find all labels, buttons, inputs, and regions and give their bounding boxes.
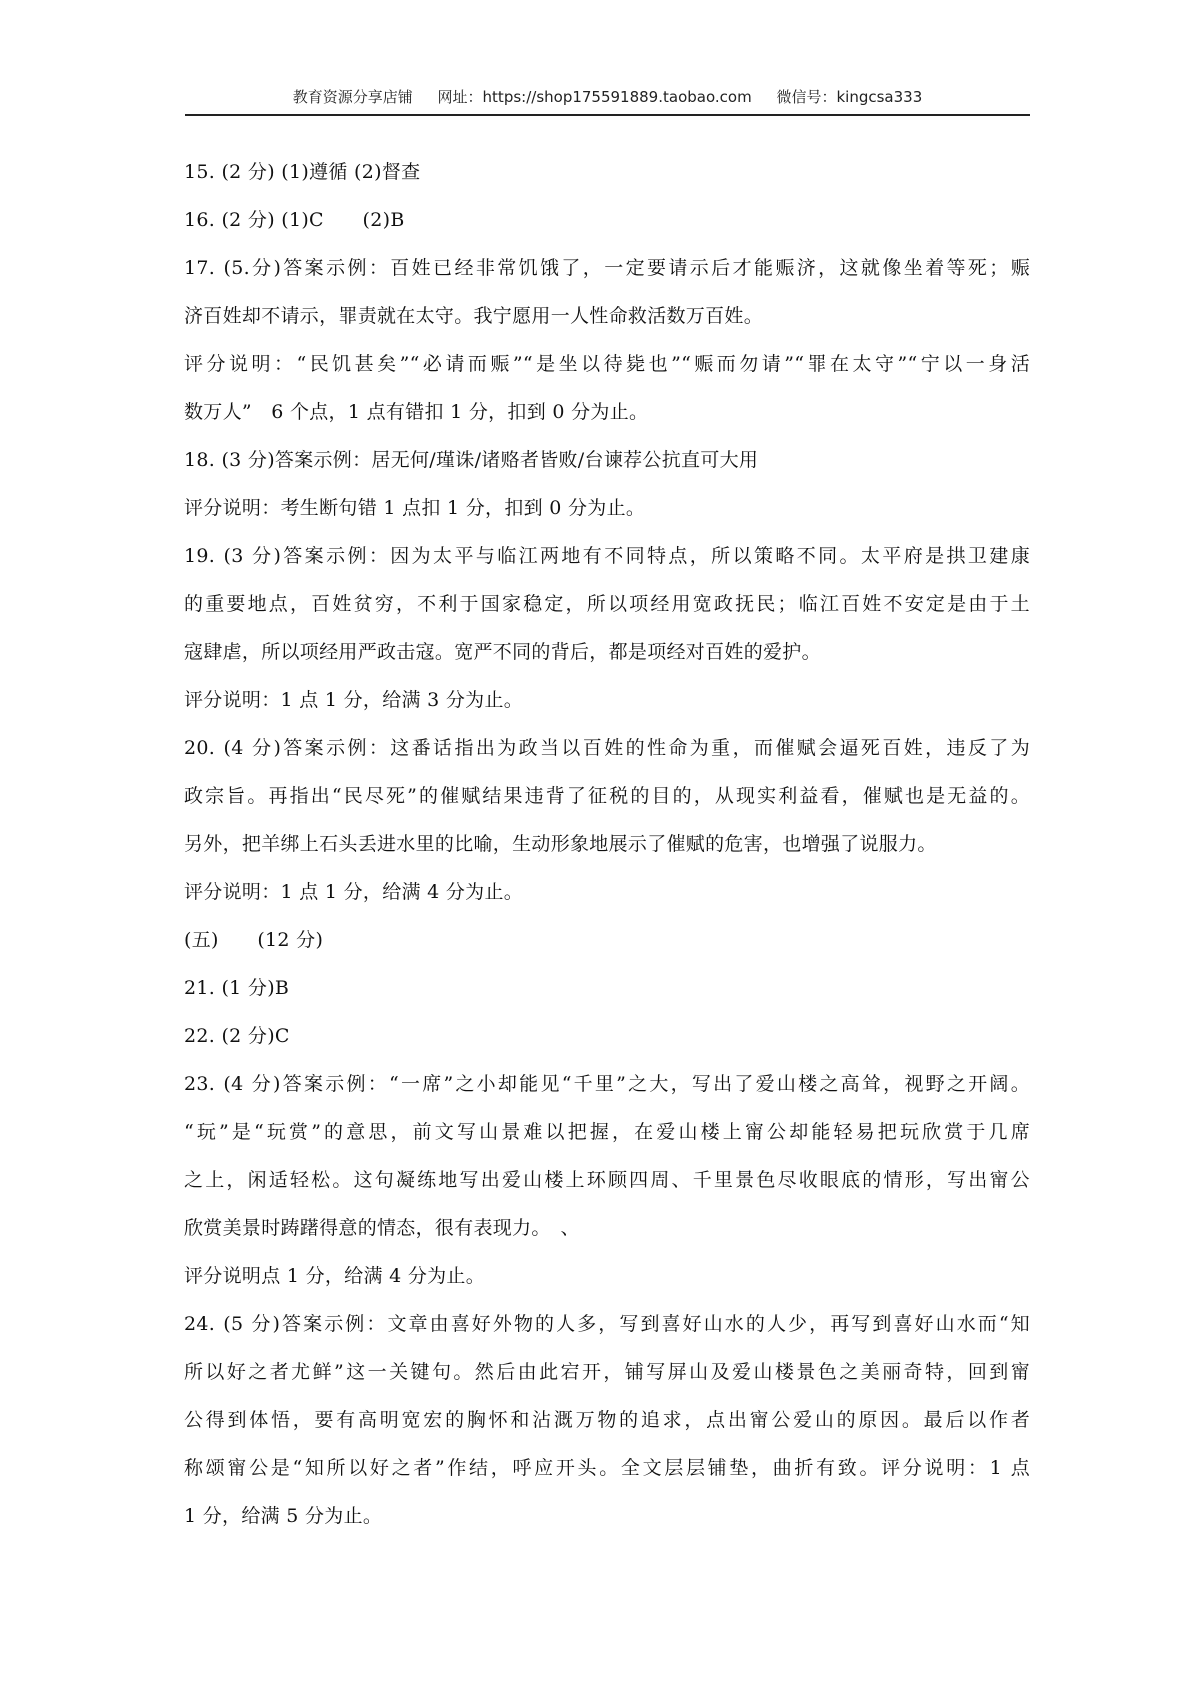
header-url: 网址：https://shop175591889.taobao.com [437, 88, 752, 106]
answer-line: 23. (4 分)答案示例：“一席”之小却能见“千里”之大，写出了爱山楼之高耸，视野之开阔。 [184, 1073, 1030, 1095]
answer-line: 评分说明：“民饥甚矣”“必请而赈”“是坐以待毙也”“赈而勿请”“罪在太守”“宁以一身活 [184, 353, 1030, 375]
answer-line: 政宗旨。再指出“民尽死”的催赋结果违背了征税的目的，从现实利益看，催赋也是无益的。 [184, 785, 1030, 807]
answer-line: 20. (4 分)答案示例：这番话指出为政当以百姓的性命为重，而催赋会逼死百姓，违反了为 [184, 737, 1030, 759]
answer-line: 评分说明：1 点 1 分，给满 3 分为止。 [184, 689, 524, 711]
page-header [185, 86, 1030, 116]
answer-line: 1 分，给满 5 分为止。 [184, 1505, 383, 1527]
answer-line: 22. (2 分)C [184, 1025, 290, 1047]
answer-line: 公得到体悟，要有高明宽宏的胸怀和沾溉万物的追求，点出甯公爱山的原因。最后以作者 [184, 1409, 1030, 1431]
answer-line: 评分说明：1 点 1 分，给满 4 分为止。 [184, 881, 524, 903]
answer-line: “玩”是“玩赏”的意思，前文写山景难以把握，在爱山楼上甯公却能轻易把玩欣赏于几席 [184, 1121, 1030, 1143]
answer-line: 称颂甯公是“知所以好之者”作结，呼应开头。全文层层铺垫，曲折有致。评分说明：1 点 [184, 1457, 1030, 1479]
header-shop: 教育资源分享店铺 [292, 88, 413, 106]
answer-line: 15. (2 分) (1)遵循 (2)督查 [184, 161, 421, 183]
answer-line: (五) (12 分) [184, 929, 324, 951]
answer-line: 21. (1 分)B [184, 977, 290, 999]
answer-line: 评分说明点 1 分，给满 4 分为止。 [184, 1265, 486, 1287]
answer-body [184, 148, 1030, 1540]
answer-line: 数万人” 6 个点，1 点有错扣 1 分，扣到 0 分为止。 [184, 401, 649, 423]
answer-line: 18. (3 分)答案示例：居无何/瑾诛/诸赂者皆败/台谏荐公抗直可大用 [184, 449, 759, 471]
answer-line: 17. (5.分)答案示例：百姓已经非常饥饿了，一定要请示后才能赈济，这就像坐着等死；赈 [184, 257, 1030, 279]
answer-line: 欣赏美景时踌躇得意的情态，很有表现力。 、 [184, 1217, 580, 1239]
answer-line: 之上，闲适轻松。这句凝练地写出爱山楼上环顾四周、千里景色尽收眼底的情形，写出甯公 [184, 1169, 1030, 1191]
answer-line: 的重要地点，百姓贫穷，不利于国家稳定，所以项经用宽政抚民；临江百姓不安定是由于土 [184, 593, 1030, 615]
answer-line: 16. (2 分) (1)C (2)B [184, 209, 405, 231]
answer-line: 24. (5 分)答案示例：文章由喜好外物的人多，写到喜好山水的人少，再写到喜好山水而“知 [184, 1313, 1030, 1335]
answer-line: 寇肆虐，所以项经用严政击寇。宽严不同的背后，都是项经对百姓的爱护。 [184, 641, 821, 663]
answer-line: 评分说明：考生断句错 1 点扣 1 分，扣到 0 分为止。 [184, 497, 646, 519]
answer-line: 另外，把羊绑上石头丢进水里的比喻，生动形象地展示了催赋的危害，也增强了说服力。 [184, 833, 937, 855]
header-wechat: 微信号：kingcsa333 [776, 88, 923, 106]
answer-line: 19. (3 分)答案示例：因为太平与临江两地有不同特点，所以策略不同。太平府是拱卫建康 [184, 545, 1030, 567]
answer-line: 济百姓却不请示，罪责就在太守。我宁愿用一人性命救活数万百姓。 [184, 305, 764, 327]
answer-line: 所以好之者尤鲜”这一关键句。然后由此宕开，铺写屏山及爱山楼景色之美丽奇特，回到甯 [184, 1361, 1030, 1383]
